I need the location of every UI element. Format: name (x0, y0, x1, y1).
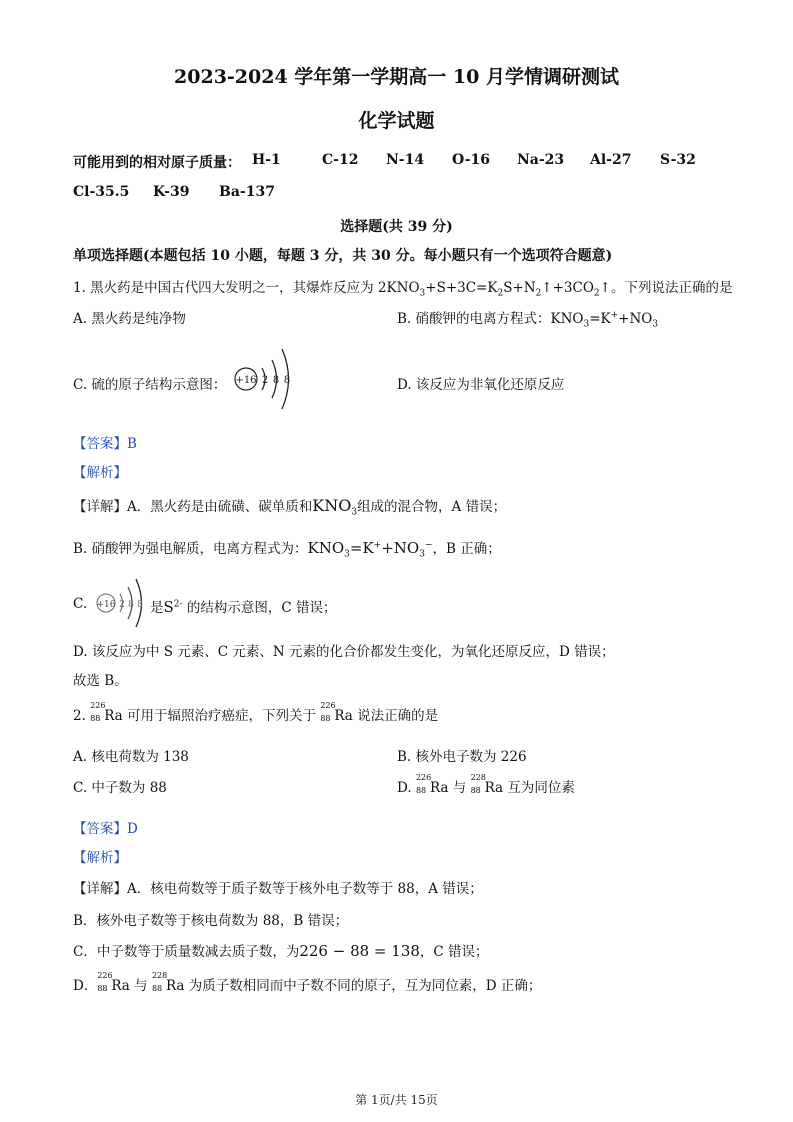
atomic-mass-item: O-16 (452, 152, 491, 168)
shell-count: 8 (283, 375, 291, 386)
atomic-mass-item: S-32 (660, 152, 696, 168)
q1-option-b: B. 硝酸钾的电离方程式：$KNO_3=K^++NO_3$ (397, 310, 659, 330)
isotope-notation: 226 88 (320, 701, 336, 723)
isotope-notation: 226 88 (415, 773, 432, 795)
atomic-mass-item: N-14 (386, 152, 425, 168)
q1-detail-b: B. 硝酸钾为强电解质，电离方程式为：$KNO_3=K^++NO_3^-$，B 正确； (73, 539, 501, 560)
section-heading: 选择题(共 39 分) (340, 219, 453, 235)
q1-conclusion: 故选 B。 (73, 673, 128, 689)
q2-detail-c: C．中子数等于质量数减去质子数，为226 − 88 = 138，C 错误； (73, 942, 489, 960)
q1-option-a: A. 黑火药是纯净物 (73, 311, 186, 327)
atomic-mass-item: C-12 (322, 152, 359, 168)
exam-title: 2023-2024 学年第一学期高一 10 月学情调研测试 (174, 66, 619, 88)
q2-option-b: B. 核外电子数为 226 (397, 749, 527, 765)
atomic-mass-item: Ba-137 (219, 184, 275, 200)
shell-count: 8 (272, 375, 280, 386)
shell-count: 8 (128, 600, 134, 610)
isotope-notation: 228 88 (151, 971, 168, 993)
sulfide-ion-diagram (94, 575, 154, 635)
shell-count: 2 (119, 600, 125, 610)
q1-option-d: D. 该反应为非氧化还原反应 (397, 377, 565, 393)
section-instruction: 单项选择题(本题包括 10 小题，每题 3 分，共 30 分。每小题只有一个选项符合题意) (73, 248, 613, 264)
q1-detail-c: 是$S^{2-}$ 的结构示意图，C 错误； (150, 598, 337, 616)
nucleus-label: +16 (96, 600, 116, 610)
q1-option-c: C. 硫的原子结构示意图： (73, 377, 227, 393)
q1-stem: 1. 黑火药是中国古代四大发明之一，其爆炸反应为 $2KNO_3+S+3C=K_2S+N_2↑+3CO_2↑$。下列说法正确的是 (73, 280, 733, 299)
isotope-notation: 226 88 (97, 971, 113, 993)
q2-stem: 2. 226 88 Ra 可用于辐照治疗癌症，下列关于 226 88 Ra 说法正确的是 (73, 701, 439, 724)
q1-detail-c-prefix: C. (73, 596, 88, 612)
isotope-notation: 228 88 (470, 773, 486, 795)
q1-answer: 【答案】B (73, 436, 137, 452)
isotope-notation: 226 88 (90, 701, 106, 723)
q2-option-d: D. 226 88 Ra 与 228 88 Ra 互为同位素 (397, 773, 575, 796)
atomic-mass-item: H-1 (252, 152, 281, 168)
q2-detail-d: D． 226 88 Ra 与 228 88 Ra 为质子数相同而中子数不同的原子，互为同位素，D 正确； (73, 971, 542, 994)
q2-detail-a: 【详解】A．核电荷数等于质子数等于核外电子数等于 88，A 错误； (73, 881, 483, 897)
atomic-mass-item: K-39 (153, 184, 190, 200)
atomic-mass-label: 可能用到的相对原子质量： (73, 155, 241, 171)
q1-analysis-label: 【解析】 (73, 465, 127, 481)
atomic-mass-item: Al-27 (590, 152, 632, 168)
shell-count: 8 (137, 600, 143, 610)
q2-option-a: A. 核电荷数为 138 (73, 749, 189, 765)
q2-answer: 【答案】D (73, 821, 138, 837)
page-number: 第 1页/共 15页 (355, 1093, 438, 1107)
atomic-mass-item: Cl-35.5 (73, 184, 130, 200)
q2-option-c: C. 中子数为 88 (73, 780, 167, 796)
q2-analysis-label: 【解析】 (73, 850, 127, 866)
q1-detail-d: D. 该反应为中 S 元素、C 元素、N 元素的化合价都发生变化，为氧化还原反应，D 错误； (73, 644, 615, 660)
exam-subtitle: 化学试题 (358, 110, 435, 132)
q2-detail-b: B．核外电子数等于核电荷数为 88，B 错误； (73, 913, 349, 929)
sulfur-atom-diagram (232, 344, 302, 414)
q1-detail-a: 【详解】A．黑火药是由硫磺、碳单质和$KNO_3$组成的混合物，A 错误； (73, 496, 507, 518)
shell-count: 2 (261, 375, 269, 386)
nucleus-label: +16 (235, 375, 257, 386)
atomic-mass-item: Na-23 (517, 152, 565, 168)
